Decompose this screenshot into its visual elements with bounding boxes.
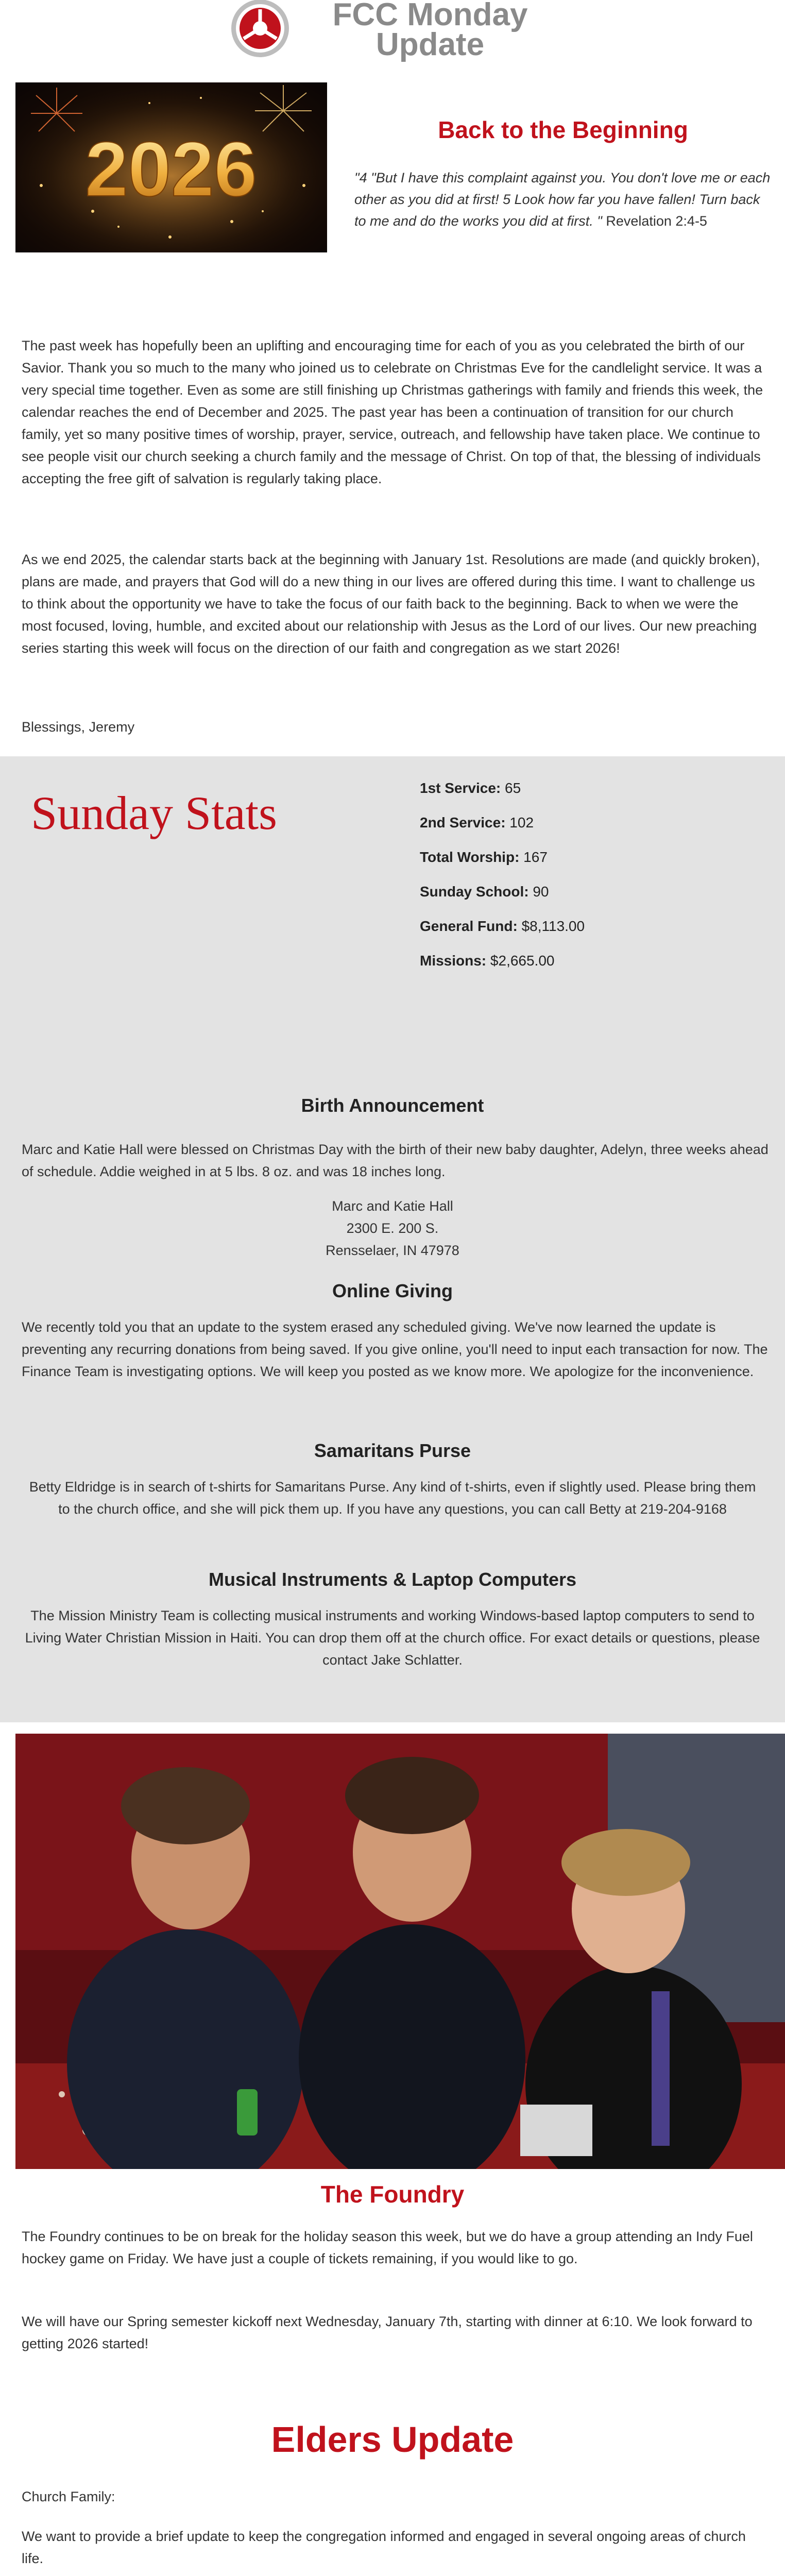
stat-row — [420, 847, 729, 882]
stat-row — [420, 778, 729, 812]
samaritans-purse-text: Betty Eldridge is in search of t-shirts for Samaritans Purse. Any kind of t-shirts, even if slightly used. Please bring them to the church office, and she will pick them up. If you have any questions, you can call Betty at 219-204-9168 — [29, 1479, 756, 1517]
foundry-title: The Foundry — [320, 2181, 465, 2208]
online-giving-title: Online Giving — [332, 1280, 453, 1301]
sunday-stats-title: Sunday Stats — [31, 787, 277, 839]
intro-signoff: Blessings, Jeremy — [22, 719, 135, 735]
verse-reference: Revelation 2:4-5 — [602, 213, 707, 229]
address-line-3: Rensselaer, IN 47978 — [326, 1243, 459, 1258]
instruments-laptops-text: The Mission Ministry Team is collecting musical instruments and working Windows-based laptop computers to send to Living Water Christian Mission in Haiti. You can drop them off at the church office. For exact details or questions, please contact Jake Schlatter. — [25, 1608, 760, 1668]
elders-greeting: Church Family: — [22, 2489, 115, 2504]
address-line-1: Marc and Katie Hall — [332, 1198, 453, 1214]
instruments-laptops-title: Musical Instruments & Laptop Computers — [208, 1569, 577, 1590]
foundry-paragraph-1: The Foundry continues to be on break for the holiday season this week, but we do have a group attending an Indy Fuel hockey game on Friday. We have just a couple of tickets remaining, if you would like to go. — [22, 2229, 753, 2266]
foundry-paragraph-2: We will have our Spring semester kickoff next Wednesday, January 7th, starting with dinner at 6:10. We look forward to getting 2026 started! — [22, 2314, 753, 2351]
church-logo-icon — [227, 0, 294, 62]
birth-address — [22, 1195, 763, 1262]
stat-row — [420, 916, 729, 951]
online-giving-text: We recently told you that an update to the system erased any scheduled giving. We've now learned the update is preventing any recurring donations from being saved. If you give online, you'll need to input each transaction for now. The Finance Team is investigating options. We will keep you posted as we know more. We apologize for the inconvenience. — [22, 1319, 768, 1379]
intro-paragraph-1: The past week has hopefully been an uplifting and encouraging time for each of you as you celebrated the birth of our Savior. Thank you so much to the many who joined us to celebrate on Christmas Eve for the candlelight service. It was a very special time together. Even as some are still finishing up Christmas gatherings with family and friends this week, the calendar reaches the end of December and 2025. The past year has been a continuation of transition for our church family, yet so many positive times of worship, prayer, service, outreach, and fellowship have taken place. We continue to see people visit our church seeking a church family and the message of Christ. On top of that, the blessing of individuals accepting the free gift of salvation is regularly taking place. — [22, 338, 763, 486]
title-line-2: Update — [376, 27, 485, 62]
newsletter-title — [301, 0, 559, 60]
verse-text: "4 "But I have this complaint against you. You don't love me or each other as you did at first! 5 Look how far you have fallen! Turn back to me and do the works you did at first. " — [354, 170, 771, 229]
sunday-stats-list — [420, 778, 729, 985]
elders-paragraph: We want to provide a brief update to keep the congregation informed and engaged in several ongoing areas of church life. — [22, 2529, 746, 2566]
stat-label: General Fund: — [420, 918, 518, 934]
stat-label: Sunday School: — [420, 884, 529, 900]
stat-value: $2,665.00 — [486, 953, 555, 969]
stat-row — [420, 951, 729, 985]
samaritans-purse-title: Samaritans Purse — [314, 1440, 471, 1461]
stat-value: 167 — [519, 849, 548, 865]
stat-value: 65 — [501, 780, 521, 796]
scripture-verse — [354, 167, 772, 232]
stat-row — [420, 882, 729, 916]
stat-row — [420, 812, 729, 847]
title-line-1: FCC Monday — [332, 0, 528, 32]
stat-label: Missions: — [420, 953, 487, 969]
stat-value: 102 — [505, 815, 534, 831]
elders-update-title: Elders Update — [271, 2419, 514, 2460]
birth-announcement-title: Birth Announcement — [301, 1095, 484, 1116]
hero-year-text: 2026 — [85, 126, 257, 212]
intro-right-column — [354, 116, 772, 232]
stat-label: 1st Service: — [420, 780, 501, 796]
stat-value: 90 — [528, 884, 549, 900]
back-to-beginning-title: Back to the Beginning — [438, 116, 688, 143]
stat-label: 2nd Service: — [420, 815, 506, 831]
address-line-2: 2300 E. 200 S. — [346, 1221, 439, 1236]
new-year-2026-image — [15, 82, 327, 252]
foundry-youth-photo — [15, 1734, 785, 2169]
birth-announcement-text: Marc and Katie Hall were blessed on Christmas Day with the birth of their new baby daughter, Adelyn, three weeks ahead of schedule. Addie weighed in at 5 lbs. 8 oz. and was 18 inches long. — [22, 1142, 769, 1179]
intro-paragraph-2: As we end 2025, the calendar starts back at the beginning with January 1st. Resolutions are made (and quickly broken), plans are made, and prayers that God will do a new thing in our lives are offered during this time. I want to challenge us to think about the opportunity we have to take the focus of our faith back to the beginning. Back to when we were the most focused, loving, humble, and excited about our relationship with Jesus as the Lord of our lives. Our new preaching series starting this week will focus on the direction of our faith and congregation as we start 2026! — [22, 552, 760, 656]
newsletter-header — [0, 0, 785, 62]
stat-value: $8,113.00 — [517, 918, 585, 934]
stat-label: Total Worship: — [420, 849, 520, 865]
